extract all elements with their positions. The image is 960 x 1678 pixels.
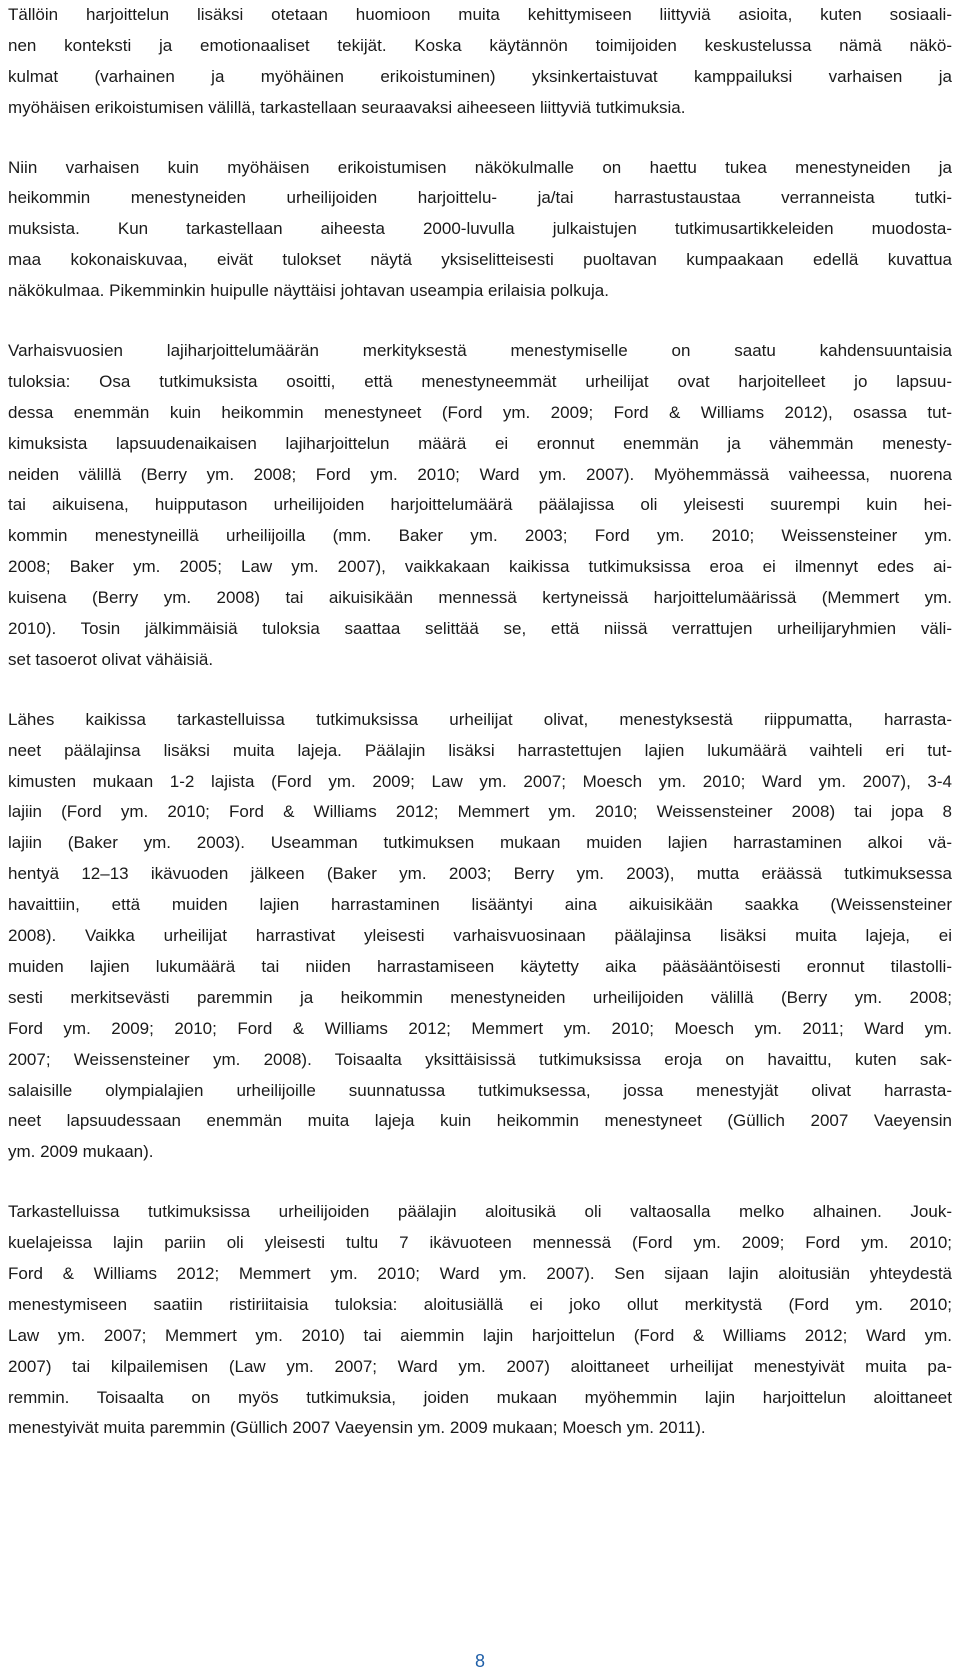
text-line: Niin varhaisen kuin myöhäisen erikoistumisen näkökulmalle on haettu tukea menestyneiden ja bbox=[8, 157, 952, 177]
text-line: havaittiin, että muiden lajien harrastaminen lisääntyi aina aikuisikään saakka (Weissensteiner bbox=[8, 895, 952, 915]
paragraph-2 bbox=[8, 153, 952, 307]
text-line: kommin menestyneillä urheilijoilla (mm. Baker ym. 2003; Ford ym. 2010; Weissensteiner ym. bbox=[8, 526, 952, 546]
text-line: sesti merkitsevästi paremmin ja heikommin menestyneiden urheilijoiden välillä (Berry ym. 2008; bbox=[8, 987, 952, 1007]
text-line: Lähes kaikissa tarkastelluissa tutkimuksissa urheilijat olivat, menestyksestä riippumatta, harrasta- bbox=[8, 709, 952, 729]
text-line: kimusten mukaan 1-2 lajista (Ford ym. 2009; Law ym. 2007; Moesch ym. 2010; Ward ym. 2007), 3-4 bbox=[8, 771, 952, 791]
text-line: muiden lajien lukumäärä tai niiden harrastamiseen käytetty aika pääsääntöisesti eronnut tilastolli- bbox=[8, 956, 952, 976]
text-line: neet lapsuudessaan enemmän muita lajeja kuin heikommin menestyneet (Güllich 2007 Vaeyensin bbox=[8, 1111, 952, 1131]
paragraph-gap bbox=[8, 1168, 952, 1197]
paragraph-1 bbox=[8, 0, 952, 124]
text-line: Ford & Williams 2012; Memmert ym. 2010; Ward ym. 2007). Sen sijaan lajin aloitusiän yhteydestä bbox=[8, 1263, 952, 1283]
text-line: Varhaisvuosien lajiharjoittelumäärän merkityksestä menestymiselle on saatu kahdensuuntaisia bbox=[8, 341, 952, 361]
text-line: kimuksista lapsuudenaikaisen lajiharjoittelun määrä ei eronnut enemmän ja vähemmän menesty- bbox=[8, 433, 952, 453]
text-line: myöhäisen erikoistumisen välillä, tarkastellaan seuraavaksi aiheeseen liittyviä tutkimuksia. bbox=[8, 97, 686, 117]
paragraph-4 bbox=[8, 705, 952, 1168]
text-line: kuisena (Berry ym. 2008) tai aikuisikään mennessä kertyneissä harjoittelumäärissä (Memmert ym. bbox=[8, 588, 952, 608]
paragraph-gap bbox=[8, 676, 952, 705]
text-line: Tarkastelluissa tutkimuksissa urheilijoiden päälajin aloitusikä oli valtaosalla melko alhainen. Jouk- bbox=[8, 1202, 952, 1222]
text-line: 2008; Baker ym. 2005; Law ym. 2007), vaikkakaan kaikissa tutkimuksissa eroa ei ilmennyt edes ai- bbox=[8, 557, 952, 577]
text-line: maa kokonaiskuvaa, eivät tulokset näytä yksiselitteisesti puoltavan kumpaakaan edellä kuvattua bbox=[8, 250, 952, 270]
text-line: Ford ym. 2009; 2010; Ford & Williams 2012; Memmert ym. 2010; Moesch ym. 2011; Ward ym. bbox=[8, 1018, 952, 1038]
paragraph-5 bbox=[8, 1197, 952, 1444]
text-line: hentyä 12–13 ikävuoden jälkeen (Baker ym. 2003; Berry ym. 2003), mutta eräässä tutkimuksessa bbox=[8, 864, 952, 884]
text-line: nen konteksti ja emotionaaliset tekijät. Koska käytännön toimijoiden keskustelussa nämä näkö- bbox=[8, 35, 952, 55]
text-line: 2008). Vaikka urheilijat harrastivat yleisesti varhaisvuosinaan päälajinsa lisäksi muita lajeja, ei bbox=[8, 926, 952, 946]
text-line: set tasoerot olivat vähäisiä. bbox=[8, 649, 214, 669]
text-line: menestymiseen saatiin ristiriitaisia tuloksia: aloitusiällä ei joko ollut merkitystä (Ford ym. 2010; bbox=[8, 1294, 952, 1314]
text-line: dessa enemmän kuin heikommin menestyneet (Ford ym. 2009; Ford & Williams 2012), osassa tut- bbox=[8, 402, 952, 422]
text-line: tai aikuisena, huipputason urheilijoiden harjoittelumäärä päälajissa oli yleisesti suurempi kuin hei- bbox=[8, 495, 952, 515]
text-line: lajiin (Ford ym. 2010; Ford & Williams 2012; Memmert ym. 2010; Weissensteiner 2008) tai jopa 8 bbox=[8, 802, 952, 822]
text-line: remmin. Toisaalta on myös tutkimuksia, joiden mukaan myöhemmin lajin harjoittelun aloittaneet bbox=[8, 1387, 952, 1407]
text-line: salaisille olympialajien urheilijoille suunnatussa tutkimuksessa, jossa menestyjät olivat harrasta- bbox=[8, 1080, 952, 1100]
text-line: lajiin (Baker ym. 2003). Useamman tutkimuksen mukaan muiden lajien harrastaminen alkoi vä- bbox=[8, 833, 952, 853]
text-line: näkökulmaa. Pikemminkin huipulle näyttäisi johtavan useampia erilaisia polkuja. bbox=[8, 281, 609, 301]
text-line: 2007) tai kilpailemisen (Law ym. 2007; Ward ym. 2007) aloittaneet urheilijat menestyivät muita pa- bbox=[8, 1356, 952, 1376]
text-line: tuloksia: Osa tutkimuksista osoitti, että menestyneemmät urheilijat ovat harjoitelleet jo lapsuu- bbox=[8, 371, 952, 391]
text-line: neet päälajinsa lisäksi muita lajeja. Päälajin lisäksi harrastettujen lajien lukumäärä vaihteli eri tut- bbox=[8, 740, 952, 760]
paragraph-gap bbox=[8, 124, 952, 153]
text-line: heikommin menestyneiden urheilijoiden harjoittelu- ja/tai harrastustaustaa verranneista tutki- bbox=[8, 188, 952, 208]
paragraph-gap bbox=[8, 307, 952, 336]
document-page bbox=[8, 0, 952, 1444]
text-line: muksista. Kun tarkastellaan aiheesta 2000-luvulla julkaistujen tutkimusartikkeleiden muodosta- bbox=[8, 219, 952, 239]
text-line: menestyivät muita paremmin (Güllich 2007 Vaeyensin ym. 2009 mukaan; Moesch ym. 2011). bbox=[8, 1418, 706, 1438]
text-line: Law ym. 2007; Memmert ym. 2010) tai aiemmin lajin harjoittelun (Ford & Williams 2012; Ward ym. bbox=[8, 1325, 952, 1345]
text-line: kuelajeissa lajin pariin oli yleisesti tultu 7 ikävuoteen mennessä (Ford ym. 2009; Ford ym. 2010; bbox=[8, 1233, 952, 1253]
page-number: 8 bbox=[474, 1651, 485, 1671]
text-line: neiden välillä (Berry ym. 2008; Ford ym. 2010; Ward ym. 2007). Myöhemmässä vaiheessa, nuorena bbox=[8, 464, 952, 484]
text-line: Tällöin harjoittelun lisäksi otetaan huomioon muita kehittymiseen liittyviä asioita, kuten sosiaali- bbox=[8, 5, 952, 24]
text-line: ym. 2009 mukaan). bbox=[8, 1142, 154, 1162]
text-line: 2007; Weissensteiner ym. 2008). Toisaalta yksittäisissä tutkimuksissa eroja on havaittu, kuten sak- bbox=[8, 1049, 952, 1069]
text-line: 2010). Tosin jälkimmäisiä tuloksia saattaa selittää se, että niissä verrattujen urheilijaryhmien väli- bbox=[8, 619, 952, 639]
paragraph-3 bbox=[8, 336, 952, 676]
text-line: kulmat (varhainen ja myöhäinen erikoistuminen) yksinkertaistuvat kamppailuksi varhaisen ja bbox=[8, 66, 952, 86]
